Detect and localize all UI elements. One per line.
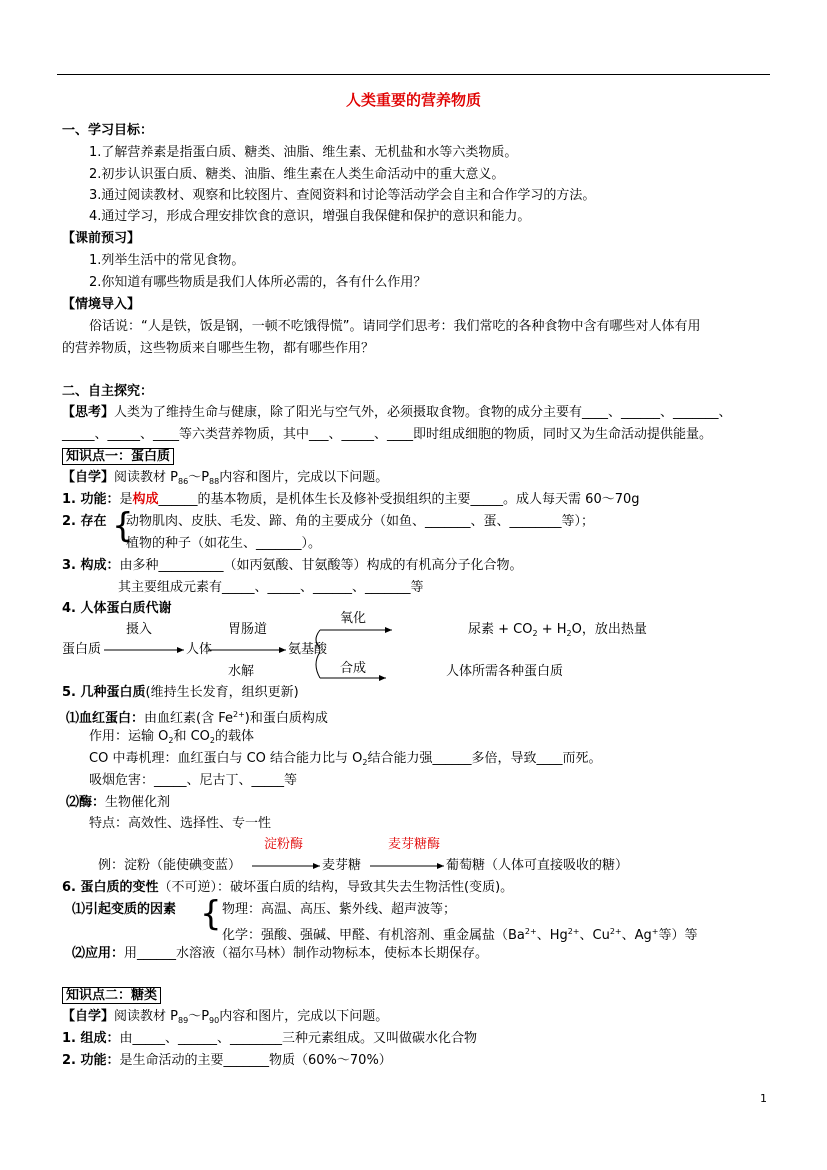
branch-up [316, 630, 320, 648]
denature-cause-label: ⑴引起变质的因素 [72, 902, 177, 917]
k1-composition: 3. 构成：由多种__________（如丙氨酸、甘氨酸等）构成的有机高分子化合物。 [62, 558, 523, 573]
label-amylase: 淀粉酶 [264, 837, 304, 852]
intro-line-2: 的营养物质，这些物质来自哪些生物，都有哪些作用？ [62, 341, 375, 356]
k1-elements: 其主要组成元素有_____、_____、______、_______等 [118, 580, 424, 595]
label-ingest: 摄入 [126, 622, 153, 637]
label-new-protein: 人体所需各种蛋白质 [446, 664, 564, 679]
enzyme-example-start: 例：淀粉（能使碘变蓝） [98, 858, 242, 873]
label-body: 人体 [186, 642, 213, 657]
label-synthesis: 合成 [340, 661, 367, 676]
enzyme-example-maltose: 麦芽糖 [322, 858, 362, 873]
preview-heading: 【课前预习】 [62, 231, 141, 246]
objective-3: 3.通过阅读教材、观察和比较图片、查阅资料和讨论等活动学会自主和合作学习的方法。 [89, 188, 596, 203]
enzyme-features: 特点：高效性、选择性、专一性 [89, 816, 272, 831]
section2-heading: 二、自主探究： [62, 384, 154, 399]
label-hydrolysis: 水解 [228, 664, 255, 679]
enzyme: ⑵酶：生物催化剂 [66, 795, 171, 810]
think-tag: 【思考】 [62, 405, 115, 420]
objective-1: 1.了解营养素是指蛋白质、糖类、油脂、维生素、无机盐和水等六类物质。 [89, 145, 518, 160]
answer-red-text: 构成 [132, 492, 159, 507]
label-protein: 蛋白质 [62, 642, 102, 657]
k2-function: 2. 功能：是生命活动的主要_______物质（60%～70%） [62, 1053, 392, 1068]
preview-1: 1.列举生活中的常见食物。 [89, 253, 245, 268]
intro-heading: 【情境导入】 [62, 297, 141, 312]
k1-function: 1. 功能：是构成______的基本物质，是机体生长及修补受损组织的主要_____。成人每天需 60～70g [62, 492, 640, 507]
hemoglobin-use: 作用：运输 $O_2$和 $CO_2$的载体 [89, 729, 255, 745]
preview-2: 2.你知道有哪些物质是我们人体所必需的，各有什么作用？ [89, 275, 427, 290]
section1-heading: 一、学习目标： [62, 123, 154, 138]
k1-existence-2: 植物的种子（如花生、_______）。 [126, 536, 322, 551]
knowledge-2-title: 知识点二：糖类 [62, 987, 161, 1005]
k2-self-study: 【自学】阅读教材 $P_{89}\sim P_{90}$内容和图片，完成以下问题。 [62, 1009, 389, 1025]
label-oxidation: 氧化 [340, 611, 367, 626]
denature-physical: 物理：高温、高压、紫外线、超声波等； [222, 902, 457, 917]
denature-application: ⑵应用：用______水溶液（福尔马林）制作动物标本，使标本长期保存。 [72, 946, 489, 961]
hemoglobin: ⑴血红蛋白：由血红素(含 $Fe^{2+}$)和蛋白质构成 [66, 710, 328, 726]
k1-existence-label: 2. 存在 [62, 514, 107, 529]
denaturation: 6. 蛋白质的变性（不可逆）：破坏蛋白质的结构，导致其失去生物活性(变质)。 [62, 880, 514, 895]
co-poisoning: CO 中毒机理：血红蛋白与 CO 结合能力比与 $O_2$结合能力强______多倍，导致____而死。 [89, 751, 602, 767]
think-line-2: _____、_____、____等六类营养物质，其中___、_____、____即时组成细胞的物质，同时又为生命活动提供能量。 [62, 427, 713, 442]
enzyme-example-glucose: 葡萄糖（人体可直接吸收的糖） [446, 858, 629, 873]
objective-2: 2.初步认识蛋白质、糖类、油脂、维生素在人类生命活动中的重大意义。 [89, 167, 505, 182]
label-gut: 胃肠道 [228, 622, 268, 637]
k2-composition: 1. 组成：由_____、______、________三种元素组成。又叫做碳水化合物 [62, 1031, 478, 1046]
objective-4: 4.通过学习，形成合理安排饮食的意识，增强自我保健和保护的意识和能力。 [89, 209, 531, 224]
label-urea: 尿素 + $CO_2 + H_2O$，放出热量 [468, 622, 647, 638]
page-number: 1 [760, 1092, 767, 1105]
k1-existence-1: 动物肌肉、皮肤、毛发、蹄、角的主要成分（如鱼、_______、蛋、________等）； [126, 514, 595, 529]
left-brace-icon: { [200, 894, 222, 934]
label-maltase: 麦芽糖酶 [388, 837, 441, 852]
label-amino-acid: 氨基酸 [288, 642, 328, 657]
knowledge-1-title: 知识点一：蛋白质 [62, 448, 174, 466]
think-line-1: 【思考】人类为了维持生命与健康，除了阳光与空气外，必须摄取食物。食物的成分主要有____、______、_______、 [62, 405, 732, 420]
branch-down [316, 652, 320, 678]
k1-kinds: 5. 几种蛋白质(维持生长发育，组织更新) [62, 685, 299, 700]
intro-line-1: 俗话说：“人是铁，饭是钢，一顿不吃饿得慌”。请同学们思考：我们常吃的各种食物中含有哪些对人体有用 [89, 319, 701, 334]
k1-metabolism-label: 4. 人体蛋白质代谢 [62, 601, 172, 616]
left-brace-icon: { [112, 506, 134, 546]
k1-self-study: 【自学】阅读教材 $P_{86}\sim P_{88}$内容和图片，完成以下问题。 [62, 470, 389, 486]
page-title: 人类重要的营养物质 [345, 91, 481, 109]
smoking-harm: 吸烟危害：_____、尼古丁、_____等 [89, 773, 298, 788]
denature-chemical: 化学：强酸、强碱、甲醛、有机溶剂、重金属盐（$Ba^{2+}$、$Hg^{2+}$、$Cu^{2+}$、Ag+等）等 [222, 927, 698, 943]
